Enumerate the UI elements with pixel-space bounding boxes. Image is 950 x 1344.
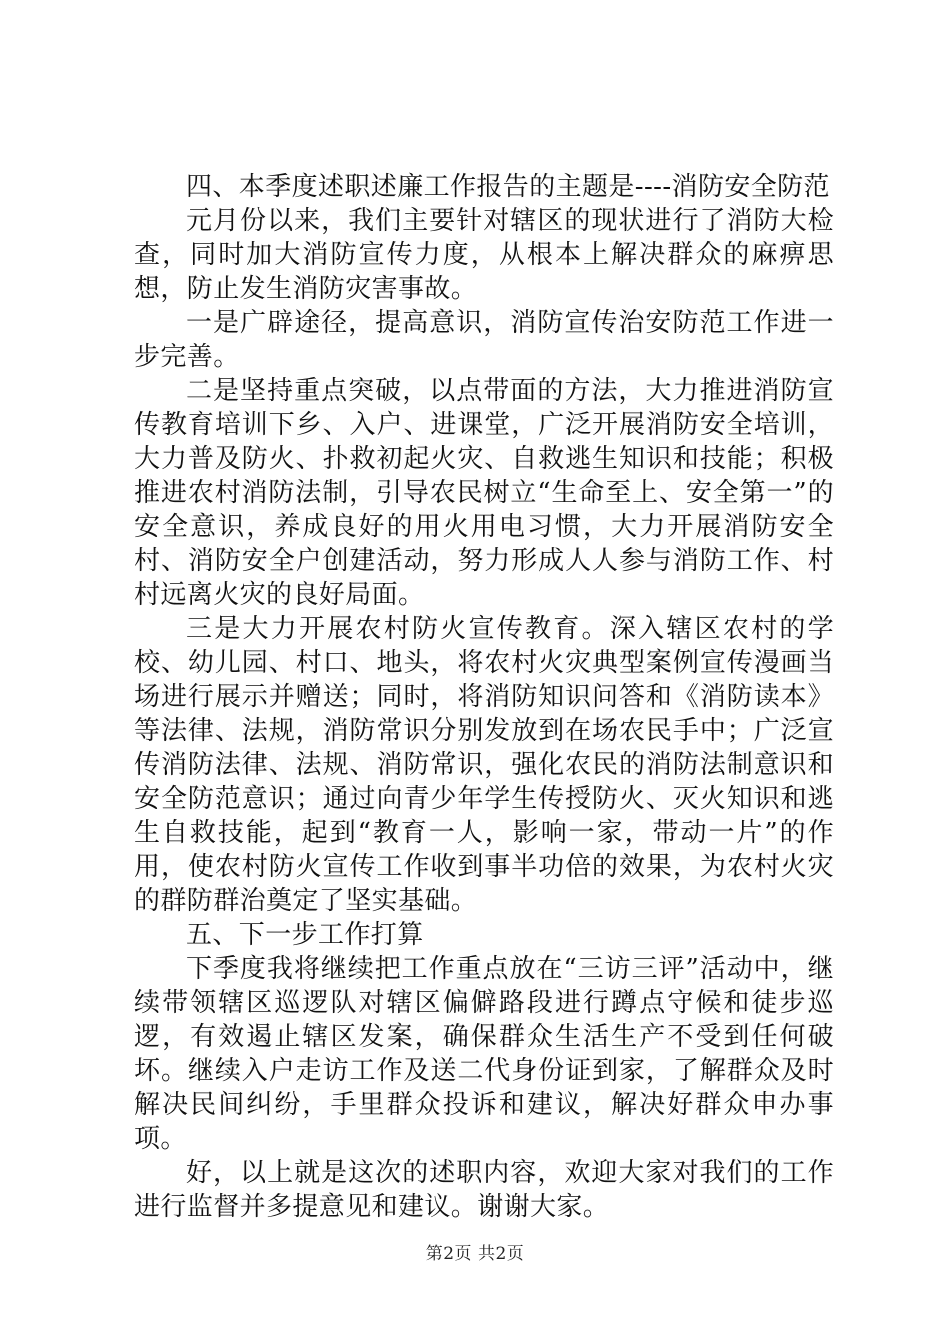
body-paragraph: 二是坚持重点突破，以点带面的方法，大力推进消防宣传教育培训下乡、入户、进课堂，广泛开展消防安全培训，大力普及防火、扑救初起火灾、自救逃生知识和技能；积极推进农村消防法制，引导农民树立“生命至上、安全第一”的安全意识，养成良好的用火用电习惯，大力开展消防安全村、消防安全户创建活动，努力形成人人参与消防工作、村村远离火灾的良好局面。 <box>134 376 834 610</box>
section-heading-4: 四、本季度述职述廉工作报告的主题是----消防安全防范 <box>186 172 830 202</box>
section-heading-5: 五、下一步工作打算 <box>186 920 424 950</box>
body-paragraph: 下季度我将继续把工作重点放在“三访三评”活动中，继续带领辖区巡逻队对辖区偏僻路段进行蹲点守候和徒步巡逻，有效遏止辖区发案，确保群众生活生产不受到任何破坏。继续入户走访工作及送二代身份证到家，了解群众及时解决民间纠纷，手里群众投诉和建议，解决好群众申办事项。 <box>134 954 834 1154</box>
closing-paragraph: 好，以上就是这次的述职内容，欢迎大家对我们的工作进行监督并多提意见和建议。谢谢大家。 <box>134 1158 834 1222</box>
body-paragraph: 一是广辟途径，提高意识，消防宣传治安防范工作进一步完善。 <box>134 308 834 372</box>
page-number-footer: 第2页 共2页 <box>425 1244 525 1264</box>
document-body <box>134 170 834 1224</box>
body-paragraph: 元月份以来，我们主要针对辖区的现状进行了消防大检查，同时加大消防宣传力度，从根本上解决群众的麻痹思想，防止发生消防灾害事故。 <box>134 206 834 304</box>
body-paragraph: 三是大力开展农村防火宣传教育。深入辖区农村的学校、幼儿园、村口、地头，将农村火灾典型案例宣传漫画当场进行展示并赠送；同时，将消防知识问答和《消防读本》等法律、法规，消防常识分别发放到在场农民手中；广泛宣传消防法律、法规、消防常识，强化农民的消防法制意识和安全防范意识；通过向青少年学生传授防火、灭火知识和逃生自救技能，起到“教育一人，影响一家，带动一片”的作用，使农村防火宣传工作收到事半功倍的效果，为农村火灾的群防群治奠定了坚实基础。 <box>134 614 834 916</box>
